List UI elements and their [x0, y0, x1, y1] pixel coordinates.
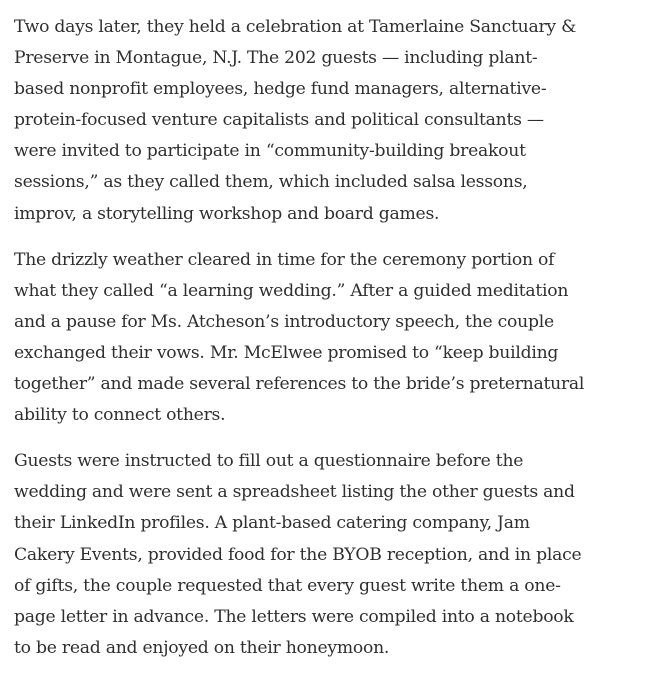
paragraph-celebration [14, 12, 639, 230]
text-line: were invited to participate in “community-building breakout [14, 141, 526, 162]
text-line: their LinkedIn profiles. A plant-based catering company, Jam [14, 513, 530, 534]
text-line: what they called “a learning wedding.” After a guided meditation [14, 280, 569, 301]
text-line: exchanged their vows. Mr. McElwee promised to “keep building [14, 342, 559, 363]
text-line: page letter in advance. The letters were compiled into a notebook [14, 606, 574, 627]
text-line: and a pause for Ms. Atcheson’s introductory speech, the couple [14, 311, 554, 332]
paragraph-ceremony [14, 245, 639, 432]
text-line: sessions,” as they called them, which included salsa lessons, [14, 172, 528, 193]
text-line: Two days later, they held a celebration at Tamerlaine Sanctuary & [14, 17, 577, 37]
text-line: The drizzly weather cleared in time for the ceremony portion of [14, 249, 555, 270]
text-line: wedding and were sent a spreadsheet listing the other guests and [14, 482, 575, 503]
text-line: protein-focused venture capitalists and political consultants — [14, 110, 544, 131]
text-line: based nonprofit employees, hedge fund managers, alternative- [14, 79, 547, 100]
text-line: to be read and enjoyed on their honeymoon. [14, 637, 390, 658]
paragraph-guests [14, 446, 639, 664]
text-line: Guests were instructed to fill out a questionnaire before the [14, 451, 524, 472]
text-line: improv, a storytelling workshop and board games. [14, 203, 440, 224]
text-line: together” and made several references to the bride’s preternatural [14, 374, 585, 395]
text-line: Cakery Events, provided food for the BYOB reception, and in place [14, 544, 582, 565]
text-line: ability to connect others. [14, 405, 226, 426]
text-line: Preserve in Montague, N.J. The 202 guests — including plant- [14, 48, 538, 69]
text-line: of gifts, the couple requested that every guest write them a one- [14, 575, 561, 596]
